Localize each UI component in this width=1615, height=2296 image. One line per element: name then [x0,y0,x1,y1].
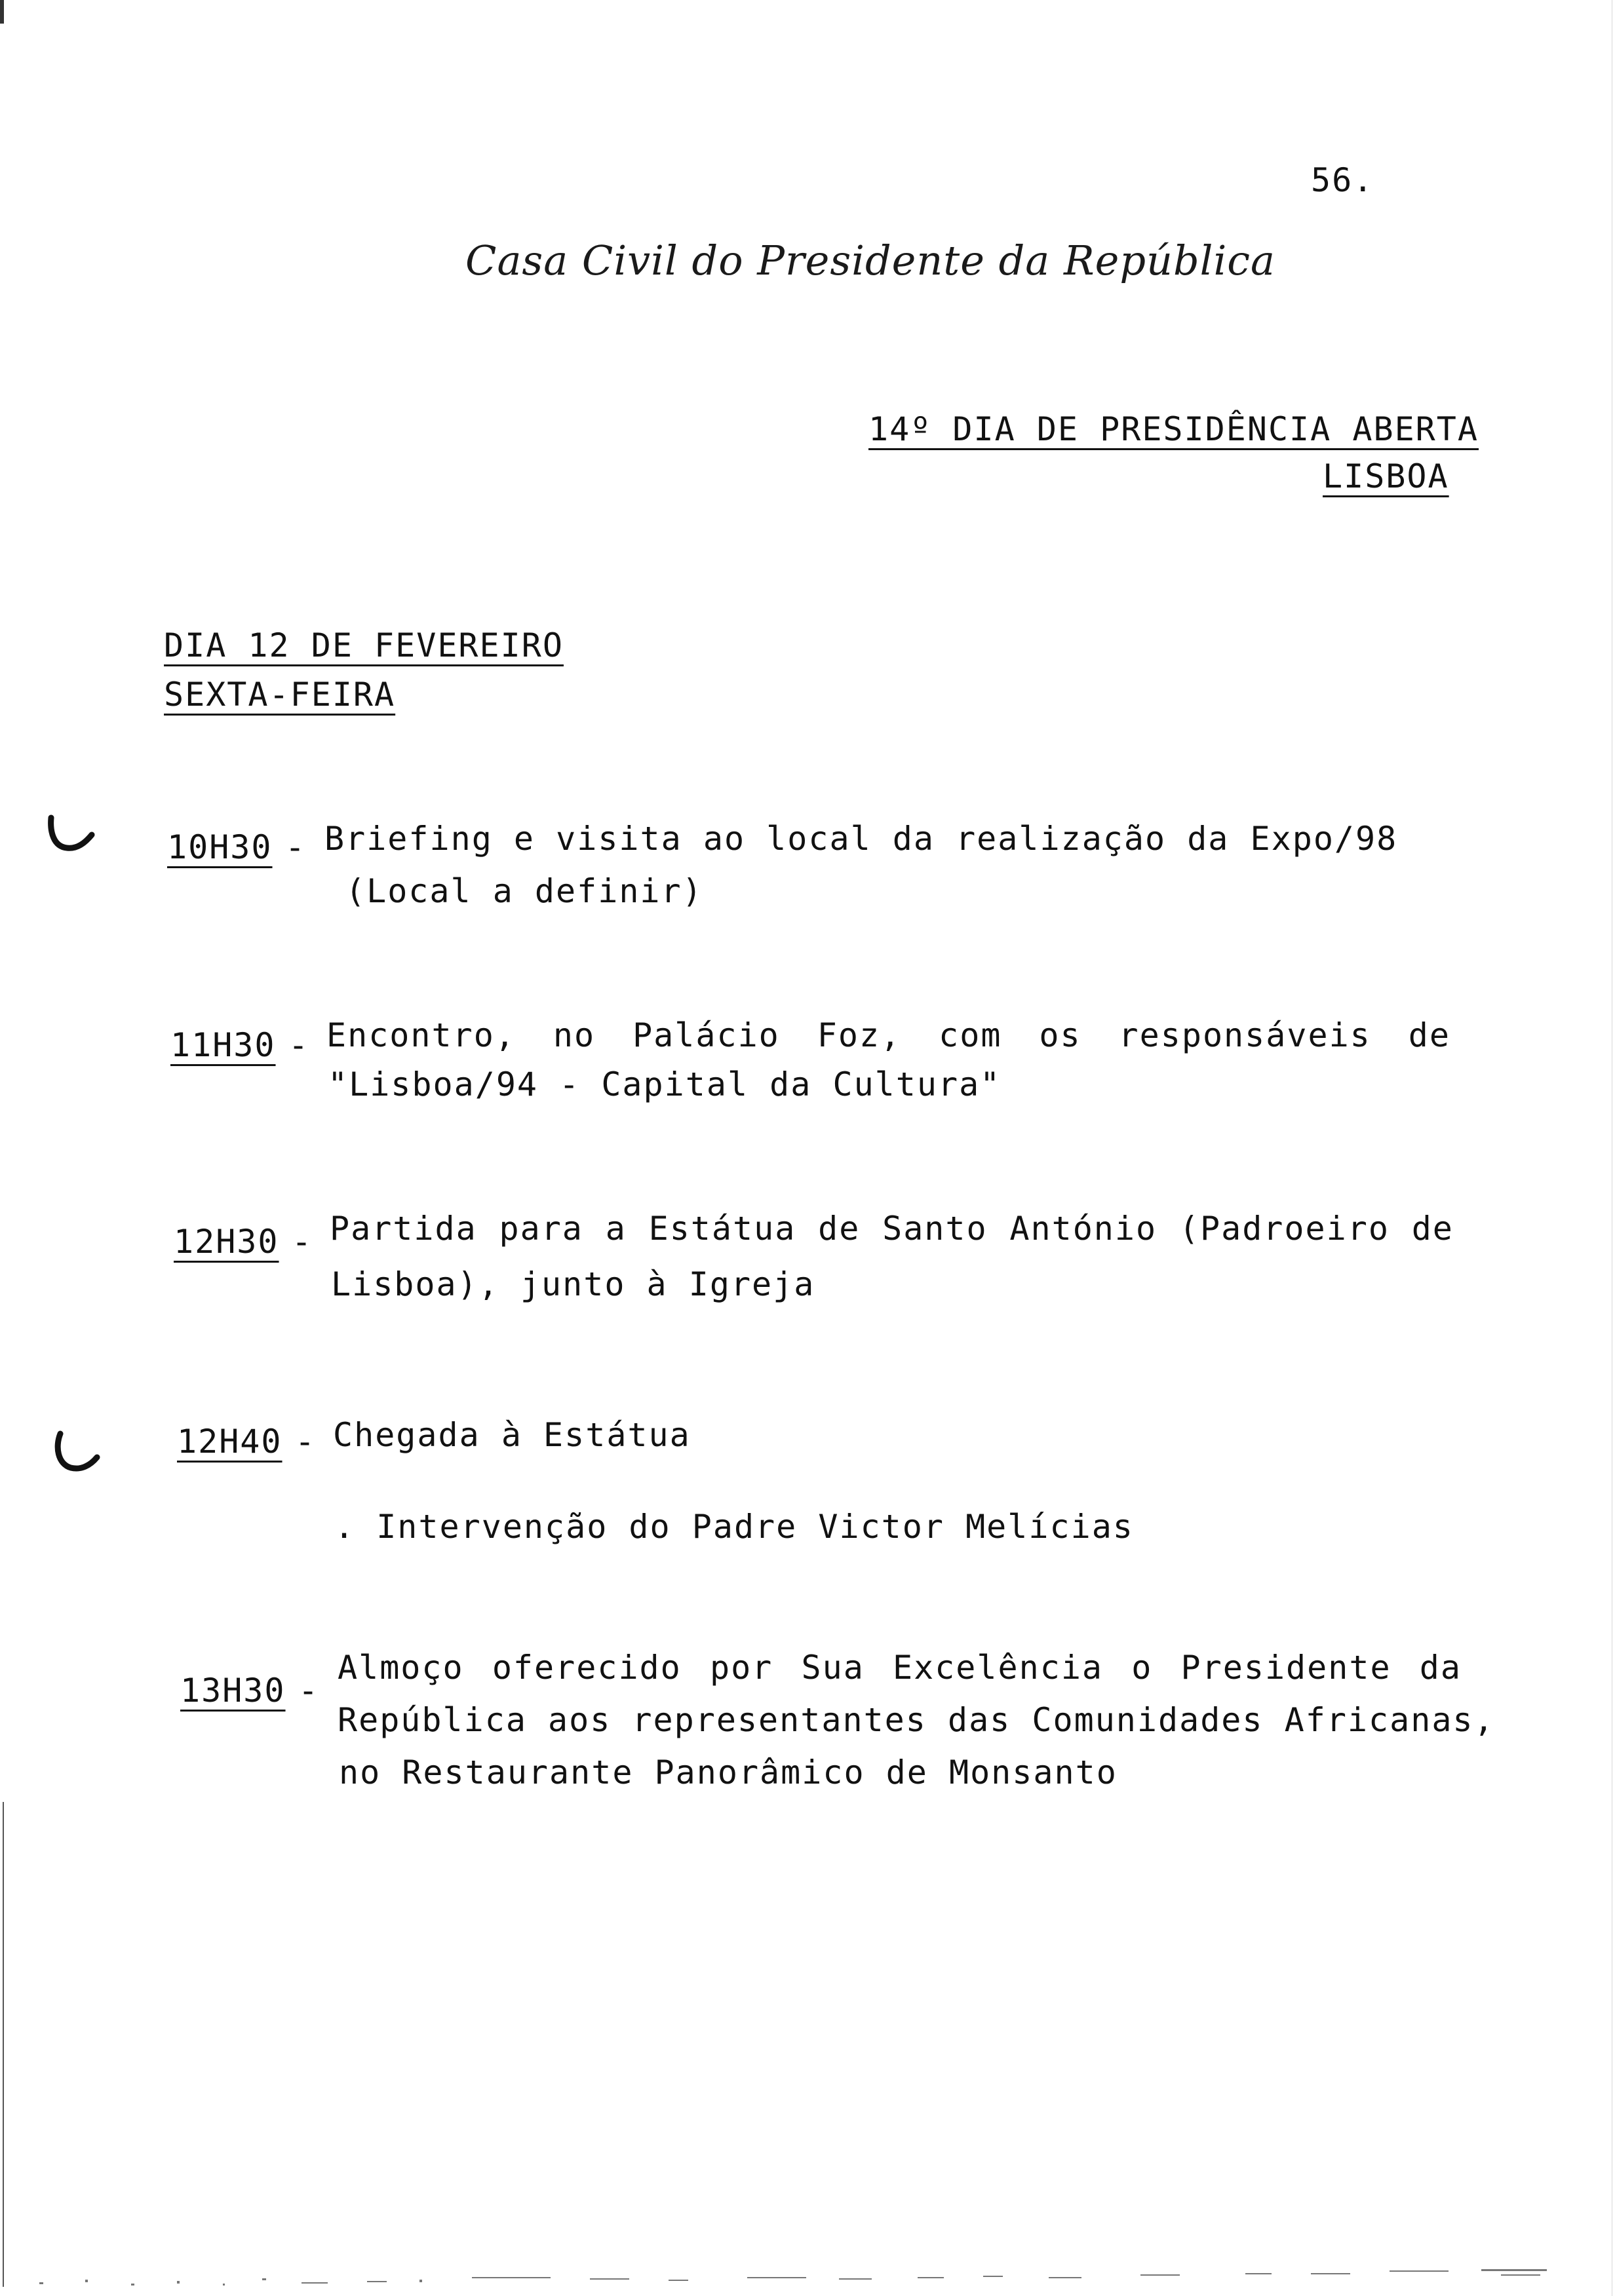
word: Santo [882,1210,988,1248]
schedule-separator: - [298,1672,320,1710]
check-mark-icon [45,813,97,858]
word: o [1131,1649,1153,1687]
word: Excelência [893,1649,1104,1687]
word: Palácio [632,1016,780,1054]
weekday-line: SEXTA-FEIRA [164,676,396,714]
word: por [709,1649,773,1687]
scan-noise [26,2264,1586,2290]
word: Presidente [1180,1649,1391,1687]
word: com [939,1016,1002,1054]
schedule-description: Chegada à Estátua [333,1416,691,1454]
word: da [1419,1649,1462,1687]
schedule-description-cont: "Lisboa/94 - Capital da Cultura" [328,1065,1002,1103]
schedule-description-cont: (Local a definir) [345,872,703,910]
schedule-separator: - [288,1026,310,1064]
word: (Padroeiro [1178,1210,1390,1248]
schedule-description [338,1648,1462,1687]
schedule-time: 10H30 [167,828,273,866]
date-line: DIA 12 DE FEVEREIRO [164,626,564,664]
schedule-bullet: . Intervenção do Padre Victor Melícias [334,1508,1134,1546]
header-city: LISBOA [1323,457,1449,495]
word: Almoço [338,1649,464,1687]
schedule-time: 11H30 [170,1026,276,1064]
word: para [499,1210,583,1248]
schedule-description-cont: no Restaurante Panorâmico de Monsanto [339,1753,1118,1791]
word: oferecido [492,1649,682,1687]
schedule-time: 12H40 [177,1423,282,1461]
page-number: 56. [1311,161,1374,199]
schedule-description-cont: Lisboa), junto à Igreja [331,1265,815,1303]
scan-edge-line [3,1802,4,2287]
check-mark-icon [51,1428,104,1481]
word: os [1039,1016,1081,1054]
word: António [1009,1210,1158,1248]
header-title: 14º DIA DE PRESIDÊNCIA ABERTA [868,410,1479,448]
word: Partida [330,1210,477,1248]
word: Estátua [648,1210,796,1248]
schedule-separator: - [292,1223,313,1261]
word: Foz, [817,1016,902,1054]
letterhead: Casa Civil do Presidente da República [465,237,1275,284]
word: responsáveis [1118,1016,1371,1054]
scan-edge-mark [0,0,4,24]
word: de [818,1210,861,1248]
schedule-description [330,1209,1454,1248]
word: de [1408,1016,1450,1054]
schedule-separator: - [285,828,307,866]
schedule-description-cont: República aos representantes das Comunidades Africanas, [338,1701,1495,1739]
schedule-time: 13H30 [180,1672,286,1710]
schedule-description: Briefing e visita ao local da realização da Expo/98 [324,820,1398,858]
word: Encontro, [326,1016,516,1054]
word: de [1411,1210,1454,1248]
word: a [605,1210,627,1248]
schedule-separator: - [295,1423,317,1461]
word: Sua [801,1649,865,1687]
schedule-description [326,1016,1450,1055]
schedule-time: 12H30 [174,1223,279,1261]
word: no [553,1016,596,1054]
